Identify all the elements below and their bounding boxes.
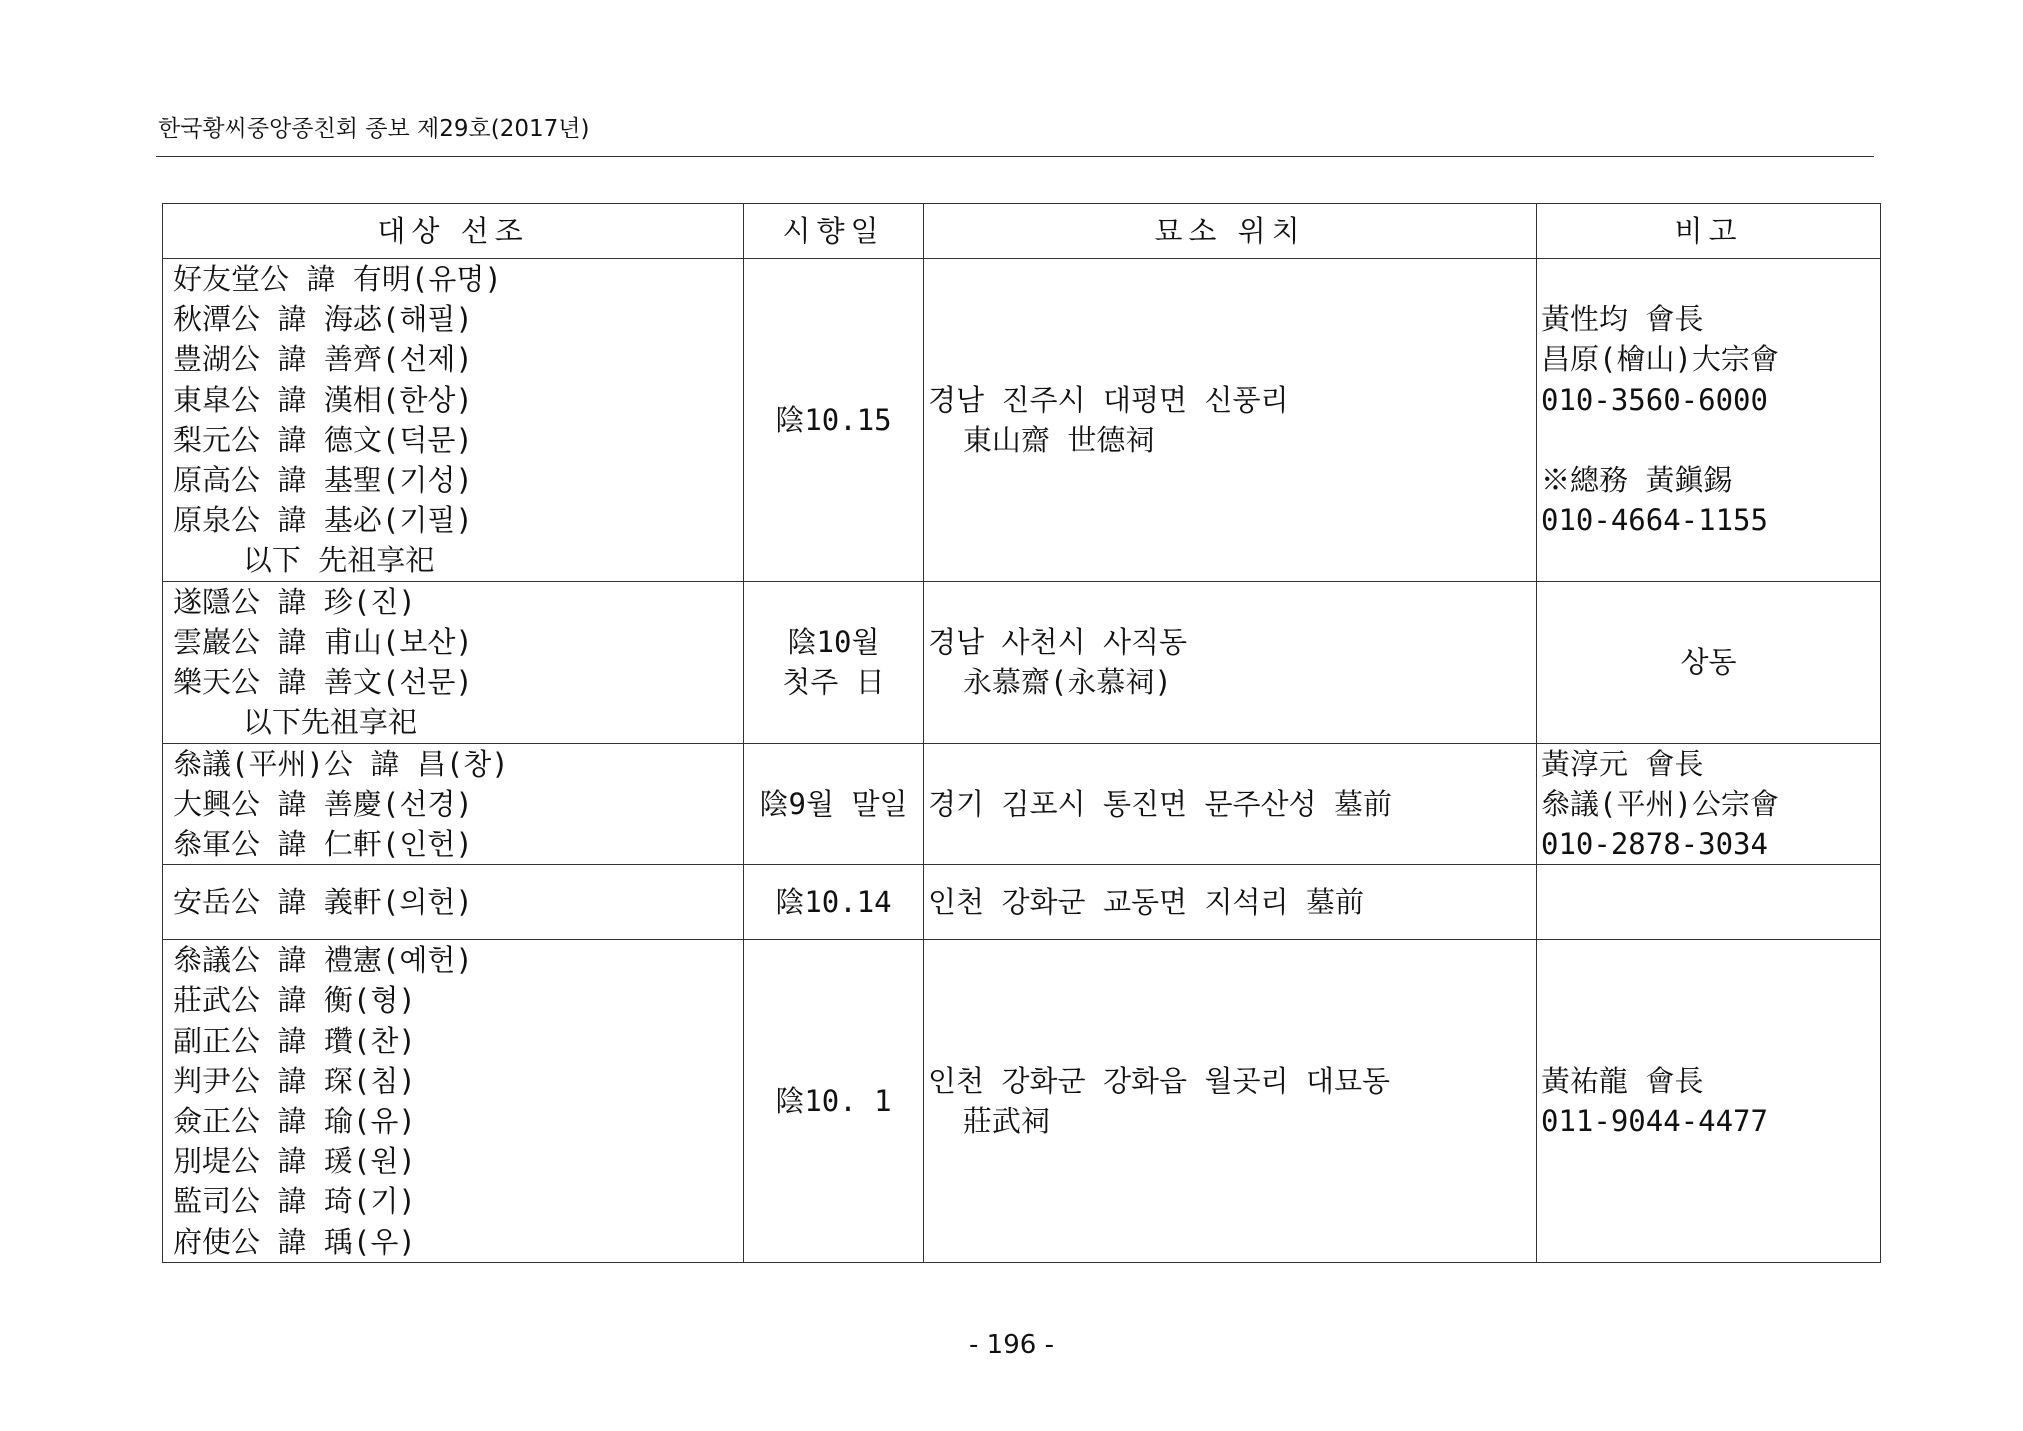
location-cell — [924, 581, 1537, 743]
location-cell — [924, 743, 1537, 865]
page-number: - 196 - — [969, 1330, 1054, 1360]
location-cell — [924, 259, 1537, 582]
table-row — [163, 940, 1881, 1263]
table-row — [163, 259, 1881, 582]
column-header-note: 비고 — [1537, 204, 1881, 259]
date-line: 陰9월 말일 — [759, 786, 908, 821]
note-line: ※總務 黃鎭錫 — [1541, 463, 1733, 498]
date-cell — [744, 940, 924, 1263]
ancestors-line: 東皐公 諱 漢相(한상) — [173, 382, 473, 417]
note-line: 黃性均 會長 — [1541, 302, 1704, 337]
table-row — [163, 581, 1881, 743]
note-line: 叅議(平州)公宗會 — [1541, 786, 1779, 821]
ancestors-line: 別堤公 諱 瑗(원) — [173, 1144, 416, 1179]
column-header-date: 시향일 — [744, 204, 924, 259]
column-header-ancestors: 대상 선조 — [163, 204, 744, 259]
ancestors-line: 梨元公 諱 德文(덕문) — [173, 422, 473, 457]
ancestors-line: 叅議(平州)公 諱 昌(창) — [173, 746, 509, 781]
ancestors-line: 原高公 諱 基聖(기성) — [173, 463, 473, 498]
note-line: 011-9044-4477 — [1541, 1104, 1768, 1139]
note-line: 昌原(檜山)大宗會 — [1541, 342, 1779, 377]
date-cell — [744, 743, 924, 865]
date-line: 陰10.15 — [775, 402, 892, 437]
document-header: 한국황씨중앙종친회 종보 제29호(2017년) — [158, 116, 590, 142]
location-line: 인천 강화군 교동면 지석리 墓前 — [928, 885, 1364, 920]
note-line: 010-4664-1155 — [1541, 503, 1768, 538]
ancestors-line: 以下先祖享祀 — [173, 705, 417, 740]
ancestors-line: 判尹公 諱 琛(침) — [173, 1063, 416, 1098]
ancestors-line: 副正公 諱 瓚(찬) — [173, 1023, 416, 1058]
ancestors-cell — [163, 259, 744, 582]
location-cell — [924, 865, 1537, 940]
ancestors-line: 大興公 諱 善慶(선경) — [173, 786, 473, 821]
ancestors-line: 莊武公 諱 衡(형) — [173, 983, 416, 1018]
ancestors-line: 好友堂公 諱 有明(유명) — [173, 262, 502, 296]
ancestors-line: 監司公 諱 琦(기) — [173, 1184, 416, 1219]
note-line: 010-3560-6000 — [1541, 382, 1768, 417]
header-rule — [156, 156, 1874, 157]
ancestors-cell — [163, 743, 744, 865]
date-line: 陰10. 1 — [775, 1083, 892, 1118]
ancestors-line: 府使公 諱 瑀(우) — [173, 1224, 416, 1259]
ancestors-line: 秋潭公 諱 海苾(해필) — [173, 302, 473, 337]
date-cell — [744, 865, 924, 940]
note-cell — [1537, 743, 1881, 865]
column-header-location: 묘소 위치 — [924, 204, 1537, 259]
ancestors-line: 樂天公 諱 善文(선문) — [173, 665, 473, 700]
table-row — [163, 865, 1881, 940]
location-cell — [924, 940, 1537, 1263]
ancestors-line: 豊湖公 諱 善齊(선제) — [173, 342, 473, 377]
note-line: 黃祐龍 會長 — [1541, 1063, 1704, 1098]
ancestors-line: 雲巖公 諱 甫山(보산) — [173, 624, 473, 659]
ancestors-line: 遂隱公 諱 珍(진) — [173, 584, 416, 619]
note-line: 010-2878-3034 — [1541, 827, 1768, 862]
ancestors-line: 叅議公 諱 禮憲(예헌) — [173, 943, 473, 978]
ancestors-line: 以下 先祖享祀 — [173, 543, 435, 578]
ancestors-line: 僉正公 諱 瑜(유) — [173, 1104, 416, 1139]
date-line: 陰10월 — [787, 624, 880, 659]
ancestors-line: 安岳公 諱 義軒(의헌) — [173, 885, 473, 920]
date-line: 陰10.14 — [775, 885, 892, 920]
note-cell — [1537, 940, 1881, 1263]
table-body — [163, 259, 1881, 1263]
location-line: 永慕齋(永慕祠) — [928, 665, 1172, 700]
location-line: 경기 김포시 통진면 문주산성 墓前 — [928, 786, 1393, 821]
note-cell — [1537, 865, 1881, 940]
location-line: 경남 사천시 사직동 — [928, 624, 1188, 659]
location-line: 莊武祠 — [928, 1104, 1050, 1139]
table-header-row — [163, 204, 1881, 259]
note-line: 黃淳元 會長 — [1541, 746, 1704, 781]
table-row — [163, 743, 1881, 865]
ancestors-line: 叅軍公 諱 仁軒(인헌) — [173, 827, 473, 862]
location-line: 인천 강화군 강화읍 월곳리 대묘동 — [928, 1063, 1391, 1098]
date-cell — [744, 259, 924, 582]
ancestors-cell — [163, 865, 744, 940]
note-cell — [1537, 581, 1881, 743]
ancestors-line: 原泉公 諱 基必(기필) — [173, 503, 473, 538]
note-line: 상동 — [1680, 645, 1737, 680]
location-line: 東山齋 世德祠 — [928, 422, 1155, 457]
location-line: 경남 진주시 대평면 신풍리 — [928, 382, 1289, 417]
date-cell — [744, 581, 924, 743]
ancestors-cell — [163, 581, 744, 743]
note-line — [1541, 420, 1876, 460]
memorial-schedule-table — [162, 203, 1881, 1263]
ancestors-cell — [163, 940, 744, 1263]
date-line: 첫주 日 — [782, 665, 885, 700]
note-cell — [1537, 259, 1881, 582]
